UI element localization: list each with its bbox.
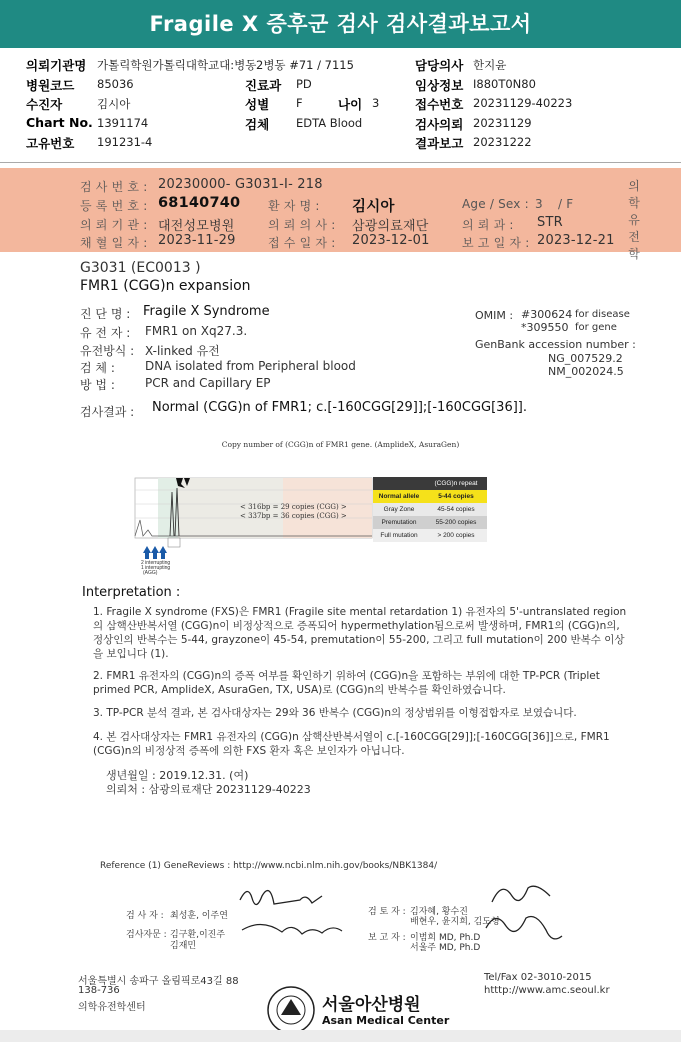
tel-fax: Tel/Fax 02-3010-2015 xyxy=(484,972,592,983)
label-gene: 유 전 자 : xyxy=(80,326,131,340)
row-category: Normal allele xyxy=(378,493,420,500)
value-reg-no: 68140740 xyxy=(158,195,241,211)
arrow-note-1: 2 interrupting xyxy=(141,560,171,566)
value-result: Normal (CGG)n of FMR1; c.[-160CGG[29]];[-160CGG[36]]. xyxy=(152,400,527,415)
label-clinical-info: 임상정보 xyxy=(415,78,464,93)
arrow-note-3: (AGG) xyxy=(143,570,158,576)
reporter-signature xyxy=(486,917,562,939)
label-hospital-code: 병원코드 xyxy=(26,78,75,93)
value-omim-disease: #300624 xyxy=(521,308,573,321)
label-unique-no: 고유번호 xyxy=(26,136,75,151)
value-genbank-ng: NG_007529.2 xyxy=(548,352,623,365)
value-requesting-doctor: 삼광의료재단 xyxy=(352,219,429,234)
value-test-no: 20230000- G3031-I- 218 xyxy=(158,177,323,192)
label-department: 진료과 xyxy=(245,78,282,93)
label-reporter: 보 고 자 : xyxy=(368,933,406,943)
label-dept: 의 뢰 과 : xyxy=(462,218,514,232)
value-omim-gene: *309550 xyxy=(521,321,569,334)
hospital-name-en: Asan Medical Center xyxy=(322,1014,450,1027)
label-reg-no: 등 록 번 호 : xyxy=(80,199,148,213)
value-advisor-1: 김구환,이진주 xyxy=(170,930,226,940)
value-doctor: 한지윤 xyxy=(473,58,507,72)
value-institution: 가톨릭학원가톨릭대학교대:병동 xyxy=(97,58,257,72)
asan-logo-icon xyxy=(266,985,316,1035)
row-category: Full mutation xyxy=(380,532,418,539)
value-department: PD xyxy=(296,77,312,91)
value-age: 3 xyxy=(372,96,380,110)
value-genbank-nm: NM_002024.5 xyxy=(548,365,624,378)
address-line-3: 의학유전학센터 xyxy=(78,1002,146,1013)
value-hospital-code: 85036 xyxy=(97,77,134,91)
label-accession: 접수번호 xyxy=(415,97,464,112)
test-code: G3031 (EC0013 ) xyxy=(80,260,201,276)
value-sex: / F xyxy=(558,197,574,211)
row-category: Gray Zone xyxy=(383,506,415,513)
peak-label-1: < 316bp = 29 copies (CGG) > xyxy=(240,503,347,511)
value-reporter-2: 서울주 MD, Ph.D xyxy=(410,943,481,953)
row-category: Premutation xyxy=(381,519,417,526)
row-range: 45-54 copies xyxy=(437,506,475,513)
side-char: 학 xyxy=(628,247,640,261)
hospital-name-kr: 서울아산병원 xyxy=(322,995,421,1015)
figure-caption: Copy number of (CGG)n of FMR1 gene. (AmplideX, AsuraGen) xyxy=(221,440,460,449)
label-advisor: 검사자문 : xyxy=(126,930,167,940)
report-title: Fragile X 증후군 검사 검사결과보고서 xyxy=(0,0,681,48)
value-report-date: 20231222 xyxy=(473,135,532,149)
value-patient: 김시아 xyxy=(97,97,131,111)
label-result: 검사결과 : xyxy=(80,405,135,419)
value-specimen: EDTA Blood xyxy=(296,116,363,130)
label-chart-no: Chart No. xyxy=(26,115,93,130)
value-ward: 2병동 #71 / 7115 xyxy=(256,58,354,72)
value-sex: F xyxy=(296,96,303,110)
label-reviewer: 검 토 자 : xyxy=(368,907,406,917)
label-institution: 의뢰기관명 xyxy=(26,58,87,73)
label-report-date: 보 고 일 자 : xyxy=(462,236,530,250)
value-reviewer-1: 김자혜, 황수진 xyxy=(410,907,468,917)
value-receive-date: 2023-12-01 xyxy=(352,233,430,248)
label-request-date: 검사의뢰 xyxy=(415,117,464,132)
label-specimen-type: 검 체 : xyxy=(80,361,115,375)
value-age: 3 xyxy=(535,197,543,211)
value-clinical-info: I880T0N80 xyxy=(473,77,536,91)
peak-label-2: < 337bp = 36 copies (CGG) > xyxy=(240,512,347,520)
test-name: FMR1 (CGG)n expansion xyxy=(80,278,251,294)
side-char: 의 xyxy=(628,179,640,193)
table-header: (CGG)n repeat xyxy=(434,480,478,487)
value-gene: FMR1 on Xq27.3. xyxy=(145,324,248,338)
note-omim-gene: for gene xyxy=(575,322,617,333)
label-institution: 의 뢰 기 관 : xyxy=(80,218,148,232)
address-line-1: 서울특별시 송파구 올림픽로43길 88 xyxy=(78,976,239,987)
arrow-note-2: 1 interrupting xyxy=(141,565,171,571)
label-tester: 검 사 자 : xyxy=(126,911,164,921)
side-char: 전 xyxy=(628,230,640,244)
label-age-sex: Age / Sex : xyxy=(462,197,529,211)
value-specimen-type: DNA isolated from Peripheral blood xyxy=(145,359,356,373)
side-char: 유 xyxy=(628,213,640,227)
label-age: 나이 xyxy=(338,97,363,112)
row-range: 5-44 copies xyxy=(438,493,474,500)
requester-info: 의뢰처 : 삼광의료재단 20231129-40223 xyxy=(106,783,311,796)
interpretation-p3: 3. TP-PCR 분석 결과, 본 검사대상자는 29와 36 반복수 (CGG)n의 정상범위를 이형접합자로 보였습니다. xyxy=(93,707,577,719)
website: htttp://www.amc.seoul.kr xyxy=(484,985,610,996)
row-range: 55-200 copies xyxy=(435,519,477,526)
label-omim: OMIM : xyxy=(475,309,514,322)
value-patient-name: 김시아 xyxy=(352,199,395,215)
label-collect-date: 채 혈 일 자 : xyxy=(80,236,148,250)
reviewer-signature xyxy=(492,886,550,902)
value-reviewer-2: 배현우, 윤지희, 김도형 xyxy=(410,917,500,927)
value-diagnosis: Fragile X Syndrome xyxy=(143,304,270,319)
label-receive-date: 접 수 일 자 : xyxy=(268,236,336,250)
value-tester: 최성훈, 이주연 xyxy=(170,911,228,921)
label-report-date: 결과보고 xyxy=(415,136,464,151)
note-omim-disease: for disease xyxy=(575,309,630,320)
birth-date: 생년월일 : 2019.12.31. (여) xyxy=(106,769,249,782)
value-report-date: 2023-12-21 xyxy=(537,233,615,248)
value-advisor-2: 김재민 xyxy=(170,941,197,951)
label-patient: 수진자 xyxy=(26,97,63,112)
value-request-date: 20231129 xyxy=(473,116,532,130)
value-method: PCR and Capillary EP xyxy=(145,376,271,390)
advisor-signature xyxy=(242,924,342,934)
value-chart-no: 1391174 xyxy=(97,116,149,130)
label-inheritance: 유전방식 : xyxy=(80,344,135,358)
page-footer-strip xyxy=(0,1030,681,1042)
label-test-no: 검 사 번 호 : xyxy=(80,180,148,194)
value-reporter-1: 이범희 MD, Ph.D xyxy=(410,933,481,943)
value-institution: 대전성모병원 xyxy=(158,219,235,234)
interpretation-p4: 4. 본 검사대상자는 FMR1 유전자의 (CGG)n 삼핵산반복서열이 c.[-160CGG[29]];[-160CGG[36]]으로, FMR1 (CGG)n의 비정상적 증폭에 의한 FXS 환자 혹은 보인자가 아닙니다. xyxy=(93,731,610,757)
value-accession: 20231129-40223 xyxy=(473,96,573,110)
interpretation-p2: 2. FMR1 유전자의 (CGG)n의 증폭 여부를 확인하기 위하여 (CGG)n을 포함하는 부위에 대한 TP-PCR (Triplet primed PCR, AmplideX, AsuraGen, TX, USA)로 (CGG)n의 반복수를 확인하였습니다. xyxy=(93,670,600,696)
row-range: > 200 copies xyxy=(437,532,475,539)
label-genbank: GenBank accession number : xyxy=(475,338,636,351)
label-method: 방 법 : xyxy=(80,378,115,392)
label-requesting-doctor: 의 뢰 의 사 : xyxy=(268,218,336,232)
label-diagnosis: 진 단 명 : xyxy=(80,307,131,321)
tester-signature xyxy=(240,891,322,905)
label-specimen: 검체 xyxy=(245,117,270,132)
side-char: 학 xyxy=(628,196,640,210)
label-patient-name: 환 자 명 : xyxy=(268,199,320,213)
label-sex: 성별 xyxy=(245,97,270,112)
interpretation-heading: Interpretation : xyxy=(82,585,181,600)
address-line-2: 138-736 xyxy=(78,985,120,996)
interpretation-p1: 1. Fragile X syndrome (FXS)은 FMR1 (Fragile site mental retardation 1) 유전자의 5'-untranslated region의 삼핵산반복서열 (CGG)n이 비정상적으로 증폭되어 hypermethylation됨으로써 발생하며, FMR1의 (CGG)n의, 정상인의 반복수는 5-44, grayzone이 45-54, premutation이 55-200, 그리고 full mutation이 200 반복수 이상을 보입니다 (1). xyxy=(93,606,627,660)
value-inheritance: X-linked 유전 xyxy=(145,344,220,358)
value-collect-date: 2023-11-29 xyxy=(158,233,236,248)
label-doctor: 담당의사 xyxy=(415,58,464,73)
value-dept: STR xyxy=(537,215,563,230)
value-unique-no: 191231-4 xyxy=(97,135,153,149)
reference: Reference (1) GeneReviews : http://www.ncbi.nlm.nih.gov/books/NBK1384/ xyxy=(100,861,438,871)
